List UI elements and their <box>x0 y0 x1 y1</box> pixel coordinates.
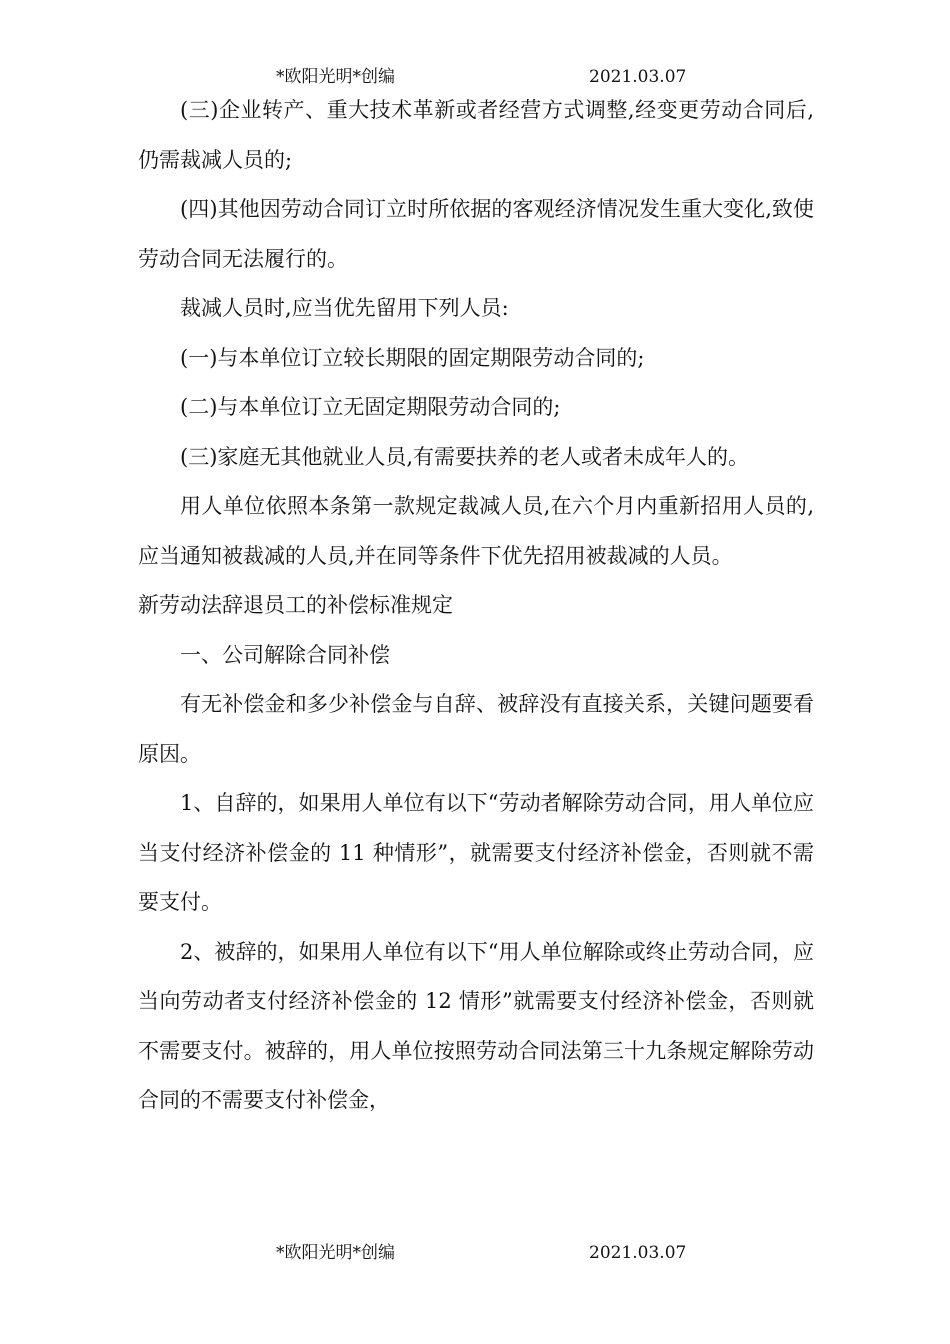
paragraph-item-4: (四)其他因劳动合同订立时所依据的客观经济情况发生重大变化,致使劳动合同无法履行的。 <box>138 197 814 271</box>
paragraph-compensation-cause: 有无补偿金和多少补偿金与自辞、被辞没有直接关系，关键问题要看原因。 <box>138 692 814 766</box>
paragraph-dismissed: 2、被辞的，如果用人单位有以下“用人单位解除或终止劳动合同，应当向劳动者支付经济补偿金的 12 情形”就需要支付经济补偿金，否则就不需要支付。被辞的，用人单位按照劳动合同法第三十九条规定解除劳动合同的不需要支付补偿金， <box>138 939 814 1112</box>
page-footer <box>0 1238 950 1268</box>
paragraph-rehire: 用人单位依照本条第一款规定裁减人员,在六个月内重新招用人员的,应当通知被裁减的人员,并在同等条件下优先招用被裁减的人员。 <box>138 494 814 568</box>
header-date: 2021.03.07 <box>589 67 687 87</box>
footer-author: *欧阳光明*创编 <box>276 1243 395 1263</box>
header-author: *欧阳光明*创编 <box>276 67 395 87</box>
document-body <box>138 86 814 1126</box>
paragraph-retention-3: (三)家庭无其他就业人员,有需要扶养的老人或者未成年人的。 <box>180 444 750 469</box>
section-heading: 新劳动法辞退员工的补偿标准规定 <box>138 593 453 617</box>
paragraph-resign: 1、自辞的，如果用人单位有以下“劳动者解除劳动合同，用人单位应当支付经济补偿金的 11 种情形”，就需要支付经济补偿金，否则就不需要支付。 <box>138 791 814 914</box>
paragraph-retention-intro: 裁减人员时,应当优先留用下列人员: <box>180 296 509 320</box>
paragraph-retention-1: (一)与本单位订立较长期限的固定期限劳动合同的; <box>180 345 645 370</box>
subsection-heading: 一、公司解除合同补偿 <box>180 642 390 667</box>
paragraph-item-3: (三)企业转产、重大技术革新或者经营方式调整,经变更劳动合同后,仍需裁减人员的; <box>138 98 814 172</box>
paragraph-retention-2: (二)与本单位订立无固定期限劳动合同的; <box>180 395 561 419</box>
footer-date: 2021.03.07 <box>589 1243 687 1263</box>
